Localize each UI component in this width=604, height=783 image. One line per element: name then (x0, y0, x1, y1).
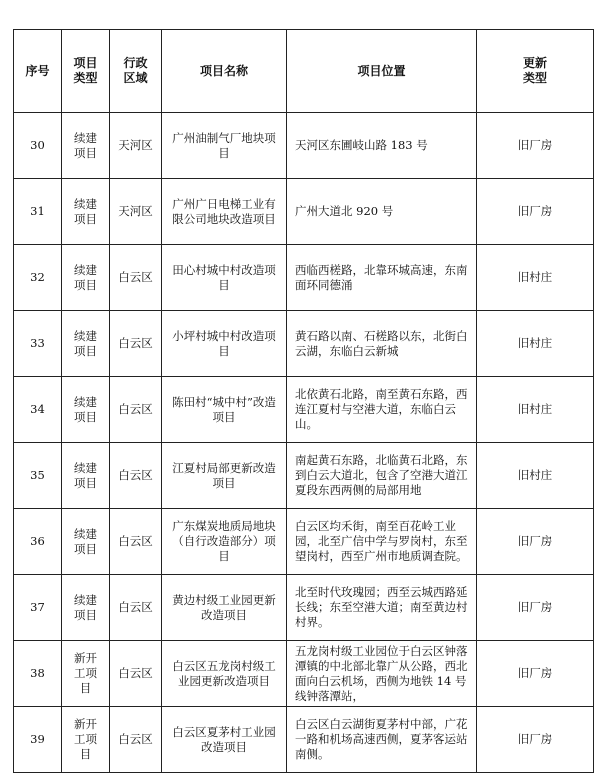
cell-project-type-line: 工项 (74, 666, 97, 680)
cell-project-type (62, 311, 110, 377)
cell-project-type-line: 目 (79, 747, 92, 761)
table-body (14, 113, 594, 773)
table-row (14, 575, 594, 641)
header-type (62, 30, 110, 113)
table-row (14, 641, 594, 707)
header-no (14, 30, 62, 113)
cell-project-name: 小坪村城中村改造项目 (162, 311, 287, 377)
cell-project-type-line: 续建 (74, 592, 97, 607)
table-row (14, 377, 594, 443)
cell-no: 34 (14, 377, 62, 443)
header-line: 序号 (25, 63, 50, 78)
cell-no: 38 (14, 641, 62, 707)
cell-project-location: 广州大道北 920 号 (287, 179, 477, 245)
table-row (14, 245, 594, 311)
cell-project-name: 广东煤炭地质局地块（自行改造部分）项目 (162, 509, 287, 575)
table-row (14, 113, 594, 179)
cell-project-type (62, 509, 110, 575)
project-table (13, 29, 594, 773)
cell-no: 39 (14, 707, 62, 773)
cell-update-type: 旧村庄 (477, 377, 594, 443)
cell-project-type (62, 707, 110, 773)
cell-project-type-line: 项目 (74, 607, 97, 622)
cell-project-type-line: 续建 (74, 196, 97, 211)
cell-district: 白云区 (110, 707, 162, 773)
cell-district: 白云区 (110, 509, 162, 575)
cell-no: 33 (14, 311, 62, 377)
cell-update-type: 旧厂房 (477, 575, 594, 641)
cell-project-type-line: 续建 (74, 130, 97, 145)
cell-project-name: 陈田村“城中村”改造项目 (162, 377, 287, 443)
cell-project-type-line: 续建 (74, 328, 97, 343)
cell-project-type-line: 项目 (74, 541, 97, 556)
cell-project-type-line: 新开 (74, 717, 97, 731)
header-line: 项目名称 (199, 63, 248, 78)
cell-project-type-line: 续建 (74, 262, 97, 277)
cell-project-type-line: 项目 (74, 277, 97, 292)
header-district (110, 30, 162, 113)
cell-project-name: 广州广日电梯工业有限公司地块改造项目 (162, 179, 287, 245)
cell-project-location: 五龙岗村级工业园位于白云区钟落潭镇的中北部北靠广从公路，西北面向白云机场，西侧为地铁 14 号线钟落潭站， (287, 641, 477, 707)
cell-update-type: 旧村庄 (477, 443, 594, 509)
cell-project-type (62, 113, 110, 179)
table-row (14, 443, 594, 509)
header-line: 项目 (73, 56, 98, 70)
cell-project-location: 天河区东圃岐山路 183 号 (287, 113, 477, 179)
cell-project-type-line: 新开 (74, 651, 97, 665)
cell-project-location: 白云区白云湖街夏茅村中部，广花一路和机场高速西侧，夏茅客运站南侧。 (287, 707, 477, 773)
cell-district: 白云区 (110, 311, 162, 377)
header-line: 类型 (73, 71, 98, 85)
cell-project-type-line: 项目 (74, 343, 97, 358)
cell-project-name: 广州油制气厂地块项目 (162, 113, 287, 179)
cell-project-name: 黄边村级工业园更新改造项目 (162, 575, 287, 641)
cell-project-name: 白云区五龙岗村级工业园更新改造项目 (162, 641, 287, 707)
cell-district: 天河区 (110, 113, 162, 179)
header-line: 区域 (123, 71, 148, 85)
cell-no: 37 (14, 575, 62, 641)
cell-project-type-line: 工项 (74, 732, 97, 746)
table-row (14, 311, 594, 377)
cell-project-location: 黄石路以南、石槎路以东，北街白云湖，东临白云新城 (287, 311, 477, 377)
cell-no: 31 (14, 179, 62, 245)
cell-district: 白云区 (110, 641, 162, 707)
cell-district: 白云区 (110, 245, 162, 311)
cell-project-location: 白云区均禾街，南至百花岭工业园，北至广信中学与罗岗村，东至望岗村，西至广州市地质调查院。 (287, 509, 477, 575)
cell-project-type (62, 575, 110, 641)
cell-district: 白云区 (110, 443, 162, 509)
cell-no: 35 (14, 443, 62, 509)
cell-project-location: 北至时代玫瑰园；西至云城西路延长线；东至空港大道；南至黄边村村界。 (287, 575, 477, 641)
cell-no: 36 (14, 509, 62, 575)
cell-update-type: 旧村庄 (477, 311, 594, 377)
cell-project-location: 北依黄石北路，南至黄石东路，西连江夏村与空港大道，东临白云山。 (287, 377, 477, 443)
cell-project-type-line: 项目 (74, 211, 97, 226)
cell-project-type-line: 项目 (74, 475, 97, 490)
cell-project-type-line: 项目 (74, 145, 97, 160)
cell-project-type-line: 续建 (74, 526, 97, 541)
cell-district: 白云区 (110, 377, 162, 443)
cell-project-type (62, 641, 110, 707)
cell-project-location: 西临西槎路，北靠环城高速，东南面环同德涌 (287, 245, 477, 311)
cell-project-name: 田心村城中村改造项目 (162, 245, 287, 311)
cell-project-type (62, 245, 110, 311)
header-line: 类型 (522, 71, 547, 85)
table-row (14, 509, 594, 575)
cell-district: 天河区 (110, 179, 162, 245)
cell-district: 白云区 (110, 575, 162, 641)
header-name (162, 30, 287, 113)
header-line: 项目位置 (357, 63, 406, 78)
cell-project-type (62, 443, 110, 509)
cell-update-type: 旧村庄 (477, 245, 594, 311)
cell-project-type (62, 179, 110, 245)
header-location (287, 30, 477, 113)
cell-update-type: 旧厂房 (477, 707, 594, 773)
header-line: 行政 (123, 56, 148, 70)
table-row (14, 179, 594, 245)
cell-no: 30 (14, 113, 62, 179)
cell-update-type: 旧厂房 (477, 509, 594, 575)
header-line: 更新 (522, 56, 547, 70)
cell-project-location: 南起黄石东路，北临黄石北路，东到白云大道北，包含了空港大道江夏段东西两侧的局部用地 (287, 443, 477, 509)
cell-update-type: 旧厂房 (477, 113, 594, 179)
table-row (14, 707, 594, 773)
cell-project-type-line: 续建 (74, 394, 97, 409)
cell-project-type-line: 项目 (74, 409, 97, 424)
cell-project-type (62, 377, 110, 443)
cell-project-name: 白云区夏茅村工业园改造项目 (162, 707, 287, 773)
cell-update-type: 旧厂房 (477, 641, 594, 707)
cell-project-name: 江夏村局部更新改造项目 (162, 443, 287, 509)
cell-no: 32 (14, 245, 62, 311)
header-update-type (477, 30, 594, 113)
cell-project-type-line: 续建 (74, 460, 97, 475)
cell-project-type-line: 目 (79, 681, 92, 695)
cell-update-type: 旧厂房 (477, 179, 594, 245)
table-header-row (14, 30, 594, 113)
